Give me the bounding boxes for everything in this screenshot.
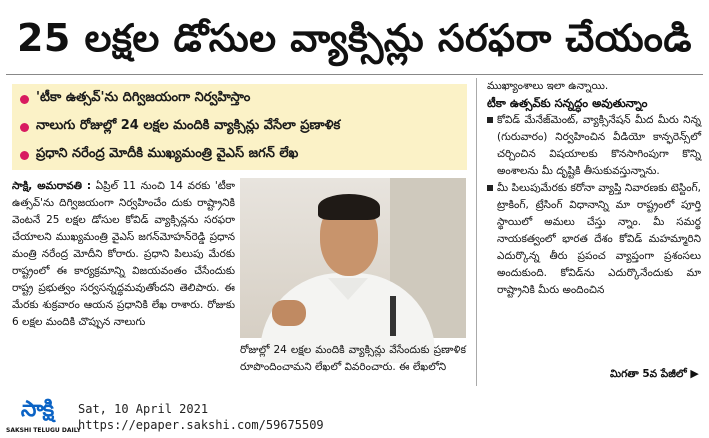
sakshi-logo[interactable] (6, 397, 81, 436)
highlight-item (20, 86, 460, 112)
continued-on-page[interactable] (610, 367, 699, 383)
bullet-icon (20, 95, 29, 104)
right-bullet-item (487, 180, 701, 299)
article-photo-body: రోజుల్లో 24 లక్షల మందికి వ్యాక్సిన్లు వేసేందుకు ప్రణాళిక రూపొందించామని లేఖలో వివరించారు. ఈ లేఖలోని (240, 344, 466, 373)
highlight-text: ప్రధాని నరేంద్ర మోదీకి ముఖ్యమంత్రి వైఎస్‌ జగన్‌ లేఖ (36, 146, 299, 161)
edition-date: Sat, 10 April 2021 (78, 402, 209, 416)
continued-text: మిగతా 5వ పేజీలో (610, 368, 687, 380)
logo-mark: సాక్షి (20, 397, 54, 422)
highlight-text: నాలుగు రోజుల్లో 24 లక్షల మందికి వ్యాక్సిన్లు వేసేలా ప్రణాళిక (36, 118, 341, 133)
highlight-item (20, 114, 460, 140)
square-bullet-icon (487, 117, 493, 123)
bullet-icon (20, 123, 29, 132)
arrow-right-icon: ▶ (690, 367, 699, 380)
headline-divider (6, 74, 703, 75)
highlight-item (20, 142, 460, 168)
footer (0, 396, 709, 438)
logo-subtitle: SAKSHI TELUGU DAILY (6, 427, 81, 434)
footer-text (78, 401, 324, 433)
bullet-icon (20, 151, 29, 160)
right-subheading: టీకా ఉత్సవ్‌కు సన్నద్ధం అవుతున్నాం (487, 96, 648, 110)
article-middle-body (240, 342, 466, 376)
right-bullet-item (487, 112, 701, 180)
highlight-text: 'టీకా ఉత్సవ్‌'ను దిగ్విజయంగా నిర్వహిస్తాం (36, 90, 251, 105)
epaper-link[interactable]: https://epaper.sakshi.com/59675509 (78, 418, 324, 432)
square-bullet-icon (487, 185, 493, 191)
article-right-column (487, 78, 701, 299)
right-bullet-text: కోవిడ్‌ మేనేజ్‌మెంట్, వ్యాక్సినేషన్‌ మీద మీరు నిన్న (గురువారం) నిర్వహించిన వీడియో కాన్ఫరెన్స్‌లో చర్చించిన విషయాలకు కొనసాగింపుగా కొన్ని అంశాలను మీ దృష్టికి తీసుకువస్తున్నాను. (497, 114, 701, 177)
dateline: సాక్షి, అమరావతి : (12, 180, 92, 192)
article-left-body: ఏప్రిల్‌ 11 నుంచి 14 వరకు 'టీకా ఉత్సవ్‌'ను దిగ్విజయంగా నిర్వహించేం దుకు రాష్ట్రానికి వెంటనే 25 లక్షల డోసుల కోవిడ్‌ వ్యాక్సిన్లను సరఫరా చేయాలని ముఖ్యమంత్రి వైఎస్‌ జగన్‌మోహన్‌రెడ్డి ప్రధాన మంత్రి నరేంద్ర మోదీని కోరారు. ప్రధాని పిలుపు మేరకు రాష్ట్రంలో ఈ కార్యక్రమాన్ని విజయవంతం చేసేందుకు రాష్ట్ర ప్రభుత్వం సర్వసన్నద్ధమవుతోందని తెలిపారు. ఈ మేరకు శుక్రవారం ఆయన ప్రధానికి లేఖ రాశారు. రోజుకు 6 లక్షల మందికి చొప్పున నాలుగు (12, 180, 235, 328)
article-left-column (12, 178, 235, 331)
highlights-box (12, 84, 467, 170)
right-intro: ముఖ్యాంశాలు ఇలా ఉన్నాయి. (487, 80, 609, 92)
right-bullet-text: మీ పిలుపుమేరకు కరోనా వ్యాప్తి నివారణకు టెస్టింగ్, ట్రాకింగ్, ట్రేసింగ్‌ విధానాన్ని మా రాష్ట్రంలో పూర్తి స్థాయిలో అమలు చేస్తు న్నాం. మీ సమర్థ నాయకత్వంలో భారత దేశం కోవిడ్‌ మహమ్మారిని ఎదుర్కొన్న తీరు ప్రపంచ వ్యాప్తంగా ప్రశంసలు అందుకుంది. కోవిడ్‌ను ఎదుర్కొనేందుకు మా రాష్ట్రానికి మీరు అందించిన (497, 182, 701, 296)
chief-minister-photo (240, 178, 466, 338)
headline: 25 లక్షల డోసుల వ్యాక్సిన్లు సరఫరా చేయండి (16, 16, 693, 60)
column-divider (476, 78, 477, 386)
